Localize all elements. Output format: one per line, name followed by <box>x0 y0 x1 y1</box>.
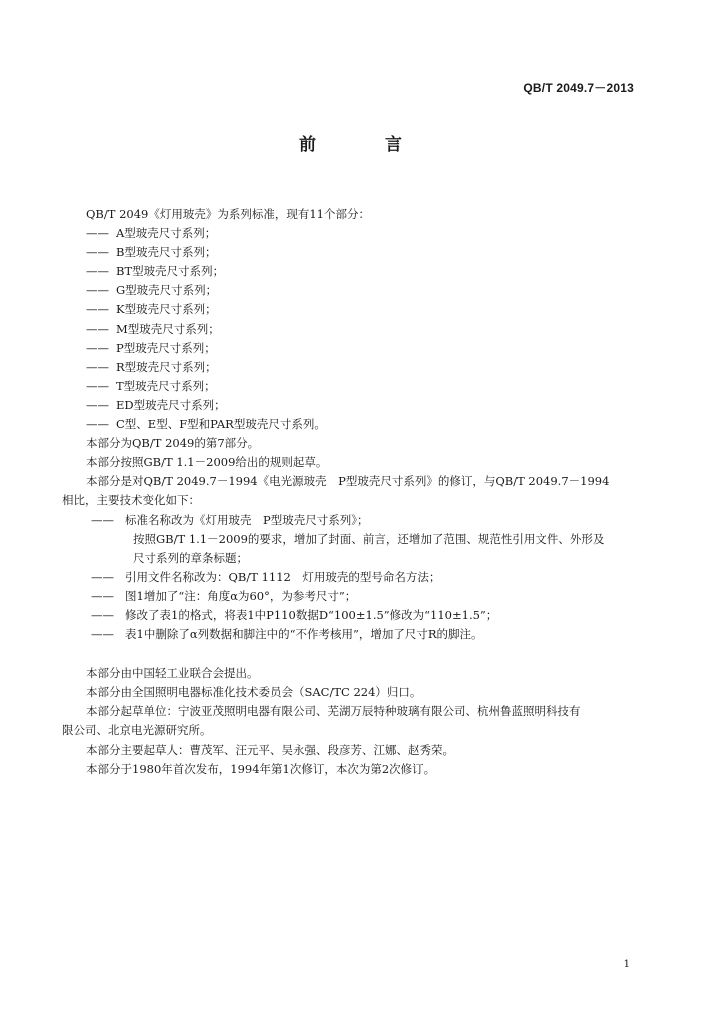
dash-marker: —— <box>91 588 114 603</box>
parts-list <box>62 224 637 434</box>
drafting-units-line-2: 限公司、北京电光源研究所。 <box>62 723 212 738</box>
centralized-by-paragraph: 本部分由全国照明电器标准化技术委员会（SAC/TC 224）归口。 <box>86 685 422 700</box>
dash-marker: —— <box>86 264 109 279</box>
dash-marker: —— <box>86 321 109 336</box>
dash-marker: —— <box>91 607 114 622</box>
list-item: —— K型玻壳尺寸系列； <box>62 300 637 319</box>
list-item: —— A型玻壳尺寸系列； <box>62 224 637 243</box>
dash-marker: —— <box>86 245 109 260</box>
dash-marker: —— <box>86 359 109 374</box>
dash-marker: —— <box>86 378 109 393</box>
list-item: —— ED型玻壳尺寸系列； <box>62 396 637 415</box>
intro-paragraph: QB/T 2049《灯用玻壳》为系列标准，现有11个部分： <box>86 207 370 221</box>
list-item: —— 表1中删除了α列数据和脚注中的“不作考核用”，增加了尺寸R的脚注。 <box>62 625 637 644</box>
list-item: —— B型玻壳尺寸系列； <box>62 243 637 262</box>
list-item-continuation: 尺寸系列的章条标题； <box>133 550 248 565</box>
list-item: —— R型玻壳尺寸系列； <box>62 358 637 377</box>
list-item: —— T型玻壳尺寸系列； <box>62 377 637 396</box>
dash-marker: —— <box>86 340 109 355</box>
list-item: —— G型玻壳尺寸系列； <box>62 281 637 300</box>
part-number-paragraph: 本部分为QB/T 2049的第7部分。 <box>86 436 260 451</box>
dash-marker: —— <box>86 283 109 298</box>
list-item: —— 引用文件名称改为：QB/T 1112 灯用玻壳的型号命名方法； <box>62 568 637 587</box>
list-item: —— 修改了表1的格式，将表1中P110数据D“100±1.5”修改为“110±1.5”； <box>62 606 637 625</box>
dash-marker: —— <box>91 627 114 642</box>
list-item: —— P型玻壳尺寸系列； <box>62 339 637 358</box>
dash-marker: —— <box>86 397 109 412</box>
drafting-rules-paragraph: 本部分按照GB/T 1.1－2009给出的规则起草。 <box>86 455 328 470</box>
foreword-body <box>62 205 637 779</box>
dash-marker: —— <box>91 569 114 584</box>
revision-paragraph-line-1: 本部分是对QB/T 2049.7－1994《电光源玻壳 P型玻壳尺寸系列》的修订，与QB/T 2049.7－1994 <box>86 474 610 489</box>
page-title: 前 言 <box>299 135 428 155</box>
list-item: —— M型玻壳尺寸系列； <box>62 320 637 339</box>
dash-marker: —— <box>86 417 109 432</box>
drafters-paragraph: 本部分主要起草人：曹茂军、汪元平、吴永强、段彦芳、江娜、赵秀荣。 <box>86 742 454 757</box>
changes-list <box>62 511 637 645</box>
dash-marker: —— <box>86 226 109 241</box>
proposed-by-paragraph: 本部分由中国轻工业联合会提出。 <box>86 666 259 681</box>
drafting-units-line-1: 本部分起草单位：宁波亚茂照明电器有限公司、芜湖万辰特种玻璃有限公司、杭州鲁蓝照明科技有 <box>86 704 581 719</box>
page-number: 1 <box>623 959 630 970</box>
list-item: —— 图1增加了“注：角度α为60°，为参考尺寸”； <box>62 587 637 606</box>
dash-marker: —— <box>86 302 109 317</box>
list-item: —— BT型玻壳尺寸系列； <box>62 262 637 281</box>
revision-paragraph-line-2: 相比，主要技术变化如下： <box>62 493 200 508</box>
standard-code: QB/T 2049.7－2013 <box>523 81 634 95</box>
paragraph-gap <box>62 644 637 664</box>
dash-marker: —— <box>91 512 114 527</box>
list-item-continuation: 按照GB/T 1.1－2009的要求，增加了封面、前言，还增加了范围、规范性引用文件、外形及 <box>133 531 605 546</box>
list-item: —— C型、E型、F型和PAR型玻壳尺寸系列。 <box>62 415 637 434</box>
history-paragraph: 本部分于1980年首次发布，1994年第1次修订，本次为第2次修订。 <box>86 761 436 776</box>
list-item: —— 标准名称改为《灯用玻壳 P型玻壳尺寸系列》； <box>62 511 637 530</box>
